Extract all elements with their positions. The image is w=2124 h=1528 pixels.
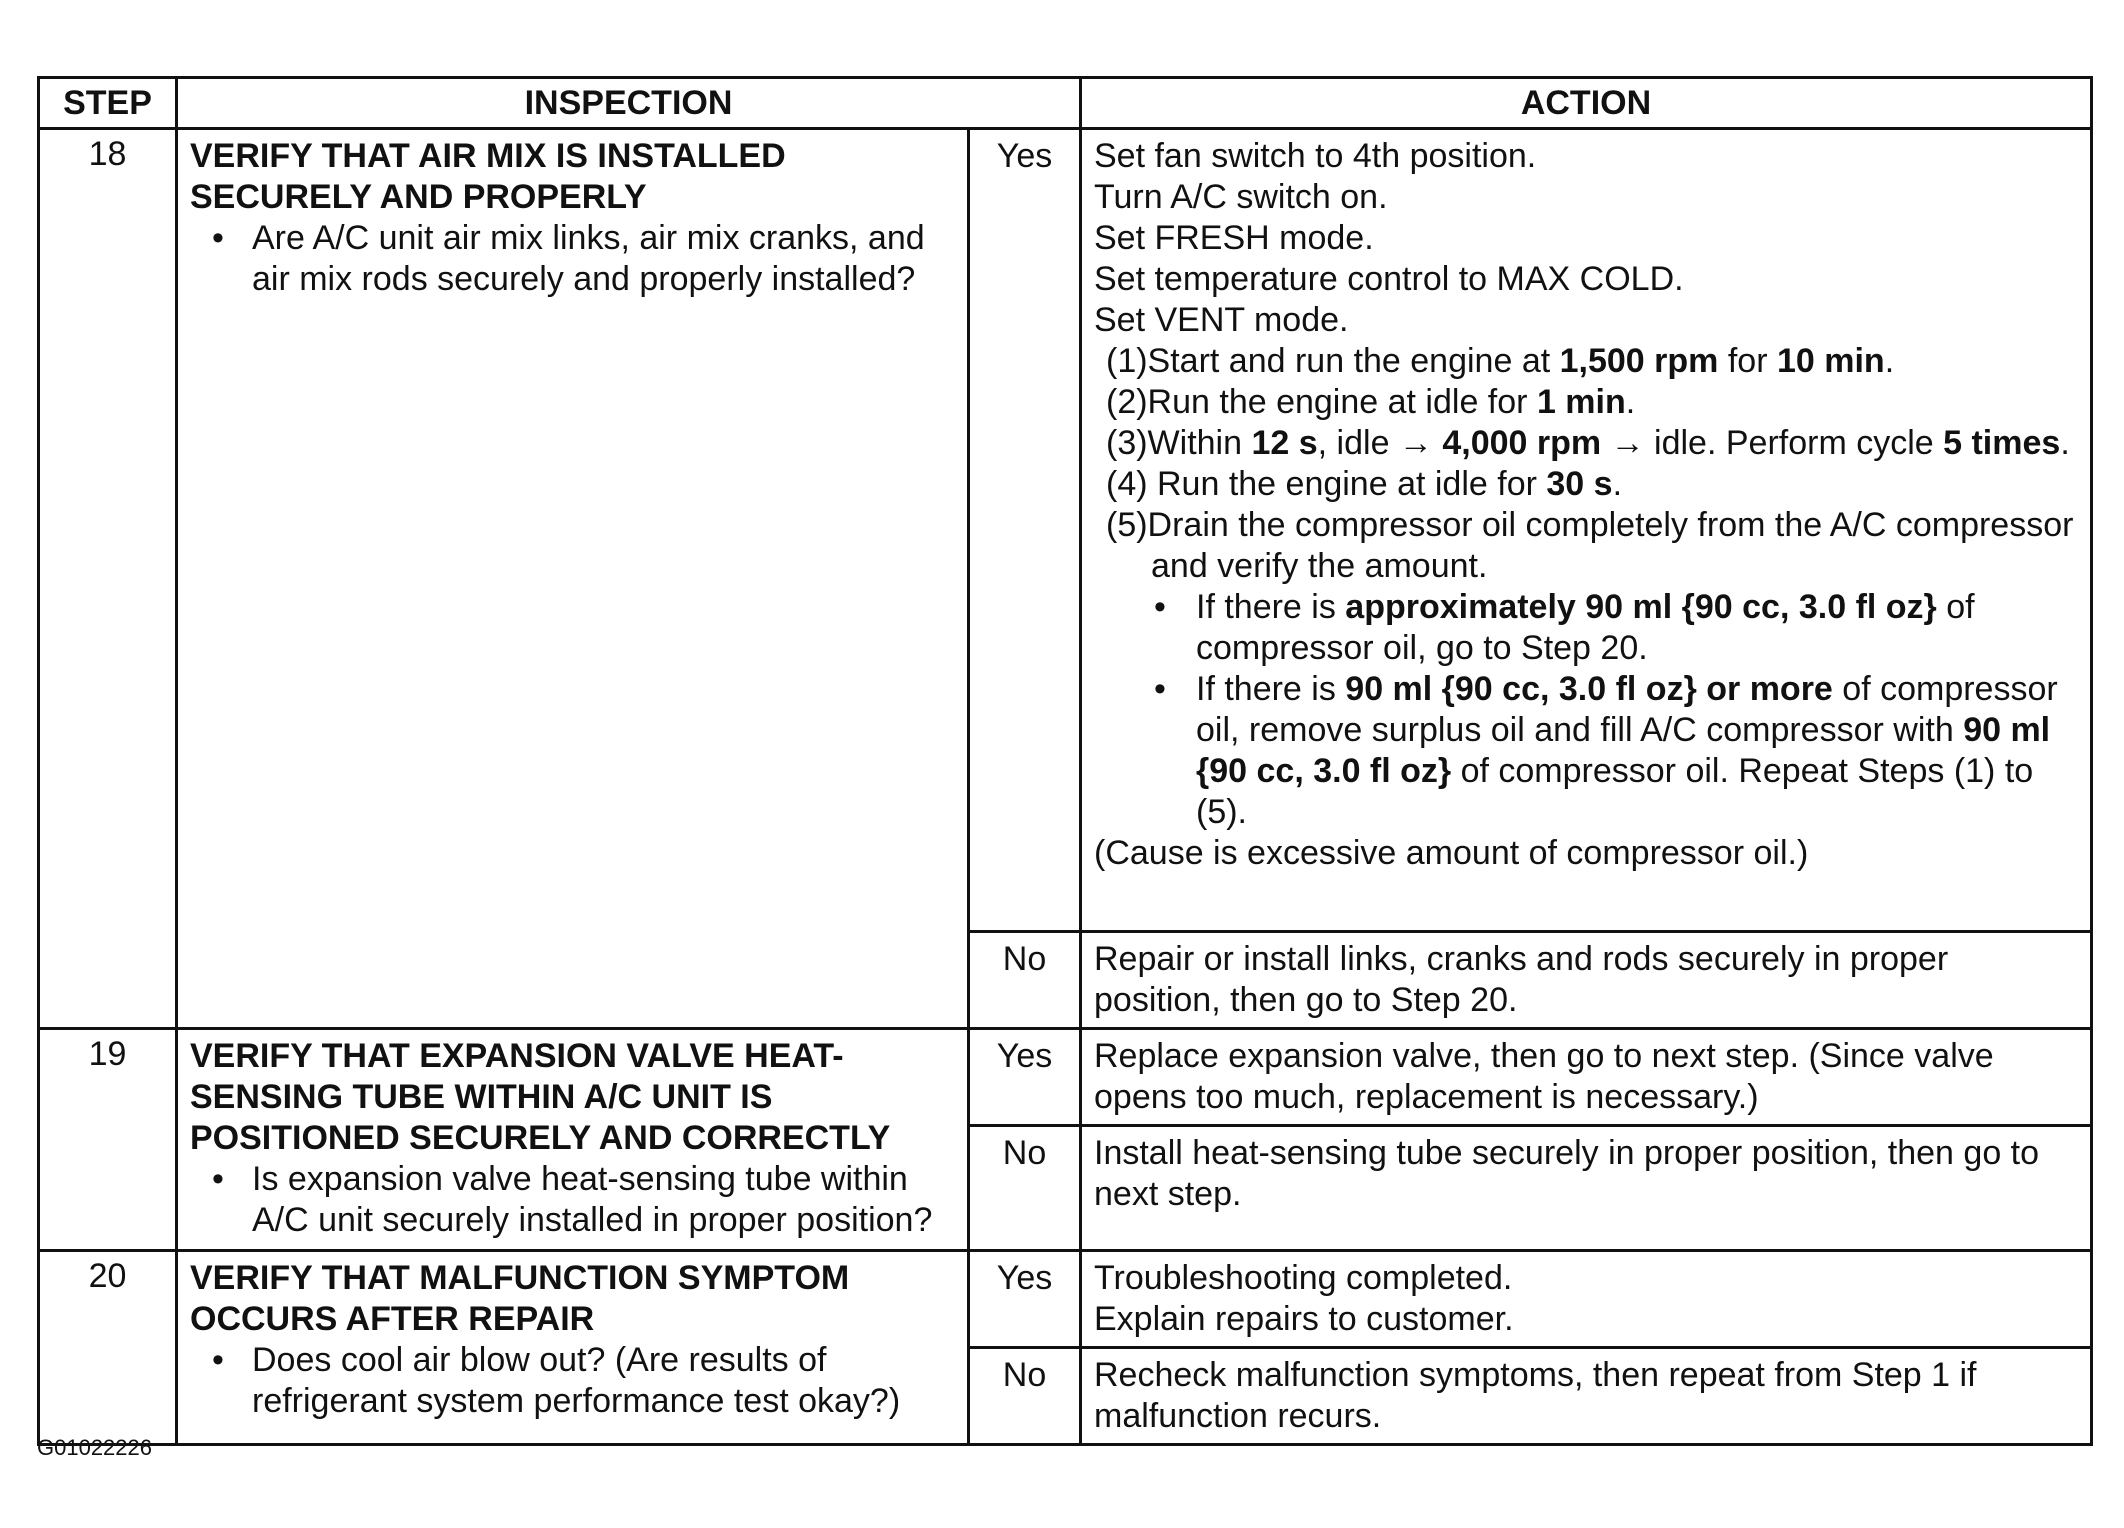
step-18-title: VERIFY THAT AIR MIX IS INSTALLED SECURELY AND PROPERLY	[190, 137, 786, 216]
header-inspection: INSPECTION	[177, 78, 1081, 129]
step-18-inspection	[177, 129, 969, 1029]
step-20-no-action: Recheck malfunction symptoms, then repeat from Step 1 if malfunction recurs.	[1081, 1348, 2092, 1445]
step-18-action-line: Set FRESH mode.	[1094, 219, 1374, 257]
step-20-yes-label: Yes	[969, 1251, 1081, 1348]
step-18-yes-label: Yes	[969, 129, 1081, 932]
figure-id: G01022226	[37, 1435, 152, 1460]
troubleshooting-table-frame	[37, 76, 2090, 1446]
step-20-yes-row	[39, 1251, 2092, 1348]
step-20-number: 20	[39, 1251, 177, 1445]
header-action: ACTION	[1081, 78, 2092, 129]
step-19-number: 19	[39, 1029, 177, 1251]
step-18-cause-note: (Cause is excessive amount of compressor oil.)	[1094, 834, 1809, 872]
step-19-question: • Is expansion valve heat-sensing tube within A/C unit securely installed in proper position?	[190, 1159, 955, 1241]
troubleshooting-table	[37, 76, 2093, 1446]
step-20-inspection	[177, 1251, 969, 1445]
step-18-action-line: Turn A/C switch on.	[1094, 178, 1388, 216]
header-step: STEP	[39, 78, 177, 129]
step-20-action-line: Explain repairs to customer.	[1094, 1300, 1514, 1338]
procedure-step-3: (3)Within 12 s, idle → 4,000 rpm → idle. Perform cycle 5 times.	[1106, 424, 2070, 462]
header-row	[39, 78, 2092, 129]
step-19-inspection	[177, 1029, 969, 1251]
procedure-step-5: (5)Drain the compressor oil completely from the A/C compressor and verify the amount.	[1106, 506, 2074, 585]
oil-check-bullet-1: • If there is approximately 90 ml {90 cc, 3.0 fl oz} of compressor oil, go to Step 20.	[1094, 587, 2078, 669]
step-20-yes-action	[1081, 1251, 2092, 1348]
step-19-no-label: No	[969, 1126, 1081, 1251]
step-18-action-line: Set fan switch to 4th position.	[1094, 137, 1537, 175]
step-20-question: • Does cool air blow out? (Are results of refrigerant system performance test okay?)	[190, 1340, 955, 1422]
oil-check-bullet-2: • If there is 90 ml {90 cc, 3.0 fl oz} or more of compressor oil, remove surplus oil and fill A/C compressor with 90 ml {90 cc, 3.0 fl oz} of compressor oil. Repeat Steps (1) to (5).	[1094, 669, 2078, 833]
step-18-no-action: Repair or install links, cranks and rods securely in proper position, then go to Step 20.	[1081, 932, 2092, 1029]
step-18-action-line: Set temperature control to MAX COLD.	[1094, 260, 1684, 298]
step-18-yes-row	[39, 129, 2092, 932]
step-20-action-line: Troubleshooting completed.	[1094, 1259, 1513, 1297]
step-18-question: • Are A/C unit air mix links, air mix cranks, and air mix rods securely and properly installed?	[190, 218, 955, 300]
step-18-yes-action	[1081, 129, 2092, 932]
step-20-no-label: No	[969, 1348, 1081, 1445]
step-19-no-action: Install heat-sensing tube securely in proper position, then go to next step.	[1081, 1126, 2092, 1251]
step-18-no-label: No	[969, 932, 1081, 1029]
step-20-title: VERIFY THAT MALFUNCTION SYMPTOM OCCURS AFTER REPAIR	[190, 1259, 850, 1338]
procedure-step-2: (2)Run the engine at idle for 1 min.	[1106, 383, 1636, 421]
step-19-yes-action: Replace expansion valve, then go to next step. (Since valve opens too much, replacement is necessary.)	[1081, 1029, 2092, 1126]
procedure-step-1: (1)Start and run the engine at 1,500 rpm for 10 min.	[1106, 342, 1895, 380]
step-19-yes-label: Yes	[969, 1029, 1081, 1126]
step-18-number: 18	[39, 129, 177, 1029]
procedure-step-4: (4) Run the engine at idle for 30 s.	[1106, 465, 1623, 503]
step-19-title: VERIFY THAT EXPANSION VALVE HEAT-SENSING TUBE WITHIN A/C UNIT IS POSITIONED SECURELY AND CORRECTLY	[190, 1037, 891, 1157]
step-19-yes-row	[39, 1029, 2092, 1126]
step-18-action-line: Set VENT mode.	[1094, 301, 1349, 339]
